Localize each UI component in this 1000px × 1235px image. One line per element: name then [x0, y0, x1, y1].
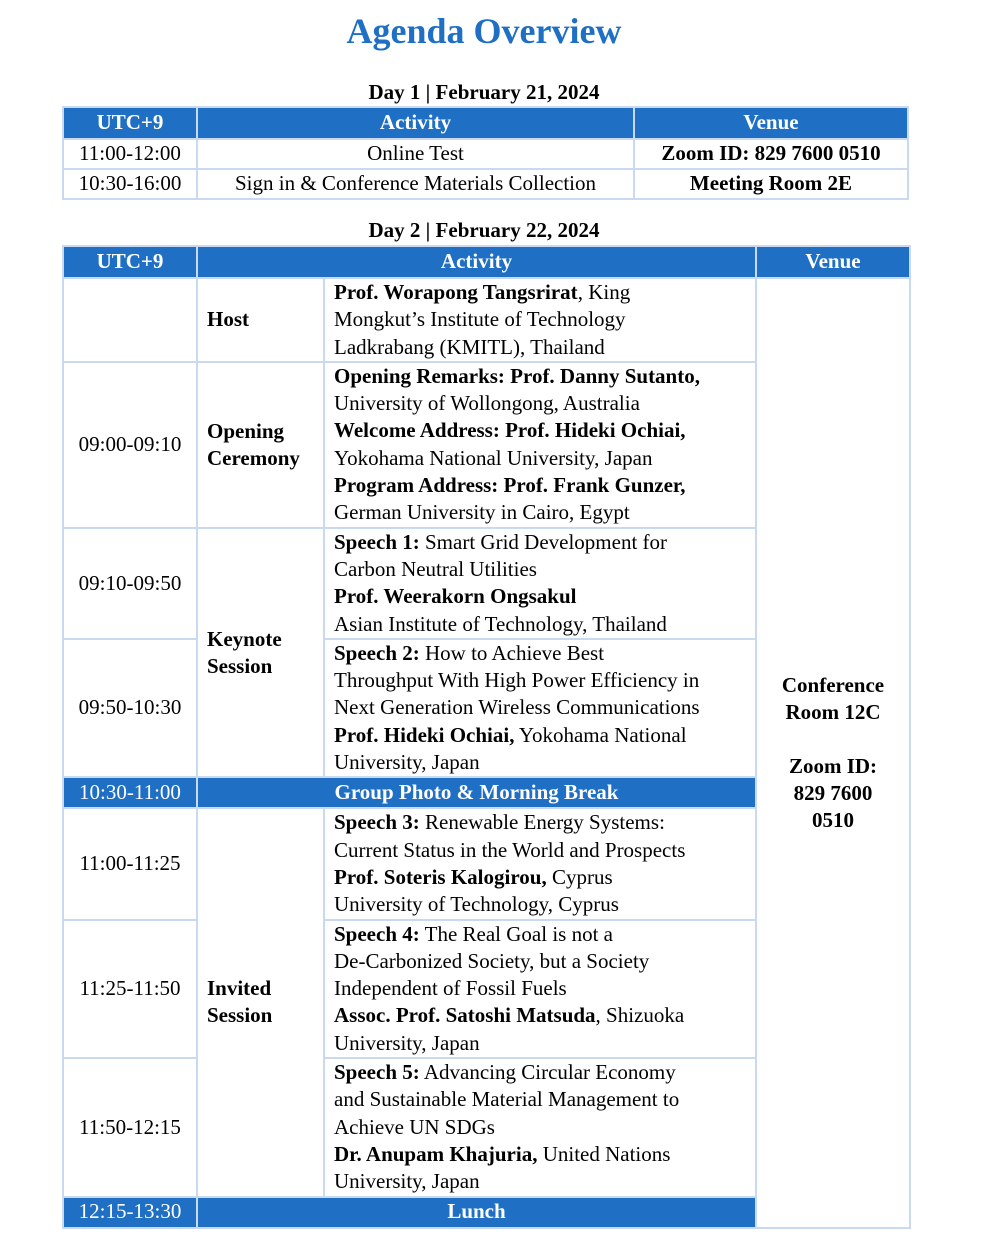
host-affil-line2: Mongkut’s Institute of Technology	[334, 307, 626, 332]
day1-header-venue: Venue	[634, 107, 908, 139]
row-venue: Meeting Room 2E	[634, 169, 908, 199]
row-venue: Zoom ID: 829 7600 0510	[634, 139, 908, 169]
day2-header-venue: Venue	[756, 246, 910, 278]
day1-header-row	[63, 107, 908, 139]
speech3-detail: Speech 3: Renewable Energy Systems: Current Status in the World and Prospects Prof. Soteris Kalogirou, Cyprus University of Technology, Cyprus	[324, 808, 756, 919]
break-time: 10:30-11:00	[63, 777, 197, 808]
session-opening: Opening Ceremony	[197, 362, 324, 528]
row-activity: Online Test	[197, 139, 634, 169]
day2-header-time: UTC+9	[63, 246, 197, 278]
row-time: 11:00-12:00	[63, 139, 197, 169]
lunch-label: Lunch	[197, 1197, 756, 1228]
day2-header-activity: Activity	[197, 246, 756, 278]
row-time: 11:00-11:25	[63, 808, 197, 919]
speech2-detail: Speech 2: How to Achieve Best Throughput With High Power Efficiency in Next Generation Wireless Communications Prof. Hideki Ochiai, Yokohama National University, Japan	[324, 639, 756, 777]
page-title: Agenda Overview	[346, 11, 622, 51]
speech5-detail: Speech 5: Advancing Circular Economy and Sustainable Material Management to Achieve UN SDGs Dr. Anupam Khajuria, United Nations University, Japan	[324, 1058, 756, 1196]
table-row	[63, 169, 908, 199]
day1-heading: Day 1 | February 21, 2024	[368, 80, 600, 104]
break-label: Group Photo & Morning Break	[197, 777, 756, 808]
host-affil: , King	[577, 280, 631, 304]
host-name: Prof. Worapong Tangsrirat	[334, 280, 578, 304]
row-time: 09:00-09:10	[63, 362, 197, 528]
day1-table	[62, 106, 909, 200]
speech4-detail: Speech 4: The Real Goal is not a De-Carbonized Society, but a Society Independent of Fossil Fuels Assoc. Prof. Satoshi Matsuda, Shizuoka University, Japan	[324, 920, 756, 1058]
table-row	[63, 278, 910, 362]
session-keynote: Keynote Session	[197, 528, 324, 778]
day1-header-time: UTC+9	[63, 107, 197, 139]
row-time: 11:25-11:50	[63, 920, 197, 1058]
host-detail	[324, 278, 756, 362]
row-time: 09:10-09:50	[63, 528, 197, 639]
lunch-time: 12:15-13:30	[63, 1197, 197, 1228]
opening-detail: Opening Remarks: Prof. Danny Sutanto, University of Wollongong, Australia Welcome Address: Prof. Hideki Ochiai, Yokohama National University, Japan Program Address: Prof. Frank Gunzer, German University in Cairo, Egypt	[324, 362, 756, 528]
venue-line2: Room 12C	[785, 699, 881, 724]
row-time	[63, 278, 197, 362]
venue-line5: 0510	[812, 807, 854, 832]
day2-venue	[756, 278, 910, 1228]
row-activity: Sign in & Conference Materials Collection	[197, 169, 634, 199]
row-time: 11:50-12:15	[63, 1058, 197, 1196]
session-host: Host	[197, 278, 324, 362]
session-invited: Invited Session	[197, 808, 324, 1196]
day2-header-row	[63, 246, 910, 278]
venue-line1: Conference	[781, 672, 885, 697]
venue-line3: Zoom ID:	[788, 753, 878, 778]
host-affil-line3: Ladkrabang (KMITL), Thailand	[334, 334, 605, 359]
row-time: 10:30-16:00	[63, 169, 197, 199]
day1-header-activity: Activity	[197, 107, 634, 139]
speech1-detail: Speech 1: Smart Grid Development for Carbon Neutral Utilities Prof. Weerakorn Ongsakul Asian Institute of Technology, Thailand	[324, 528, 756, 639]
row-time: 09:50-10:30	[63, 639, 197, 777]
venue-line4: 829 7600	[793, 780, 873, 805]
day2-heading: Day 2 | February 22, 2024	[368, 218, 600, 242]
day2-table	[62, 245, 911, 1229]
table-row	[63, 139, 908, 169]
